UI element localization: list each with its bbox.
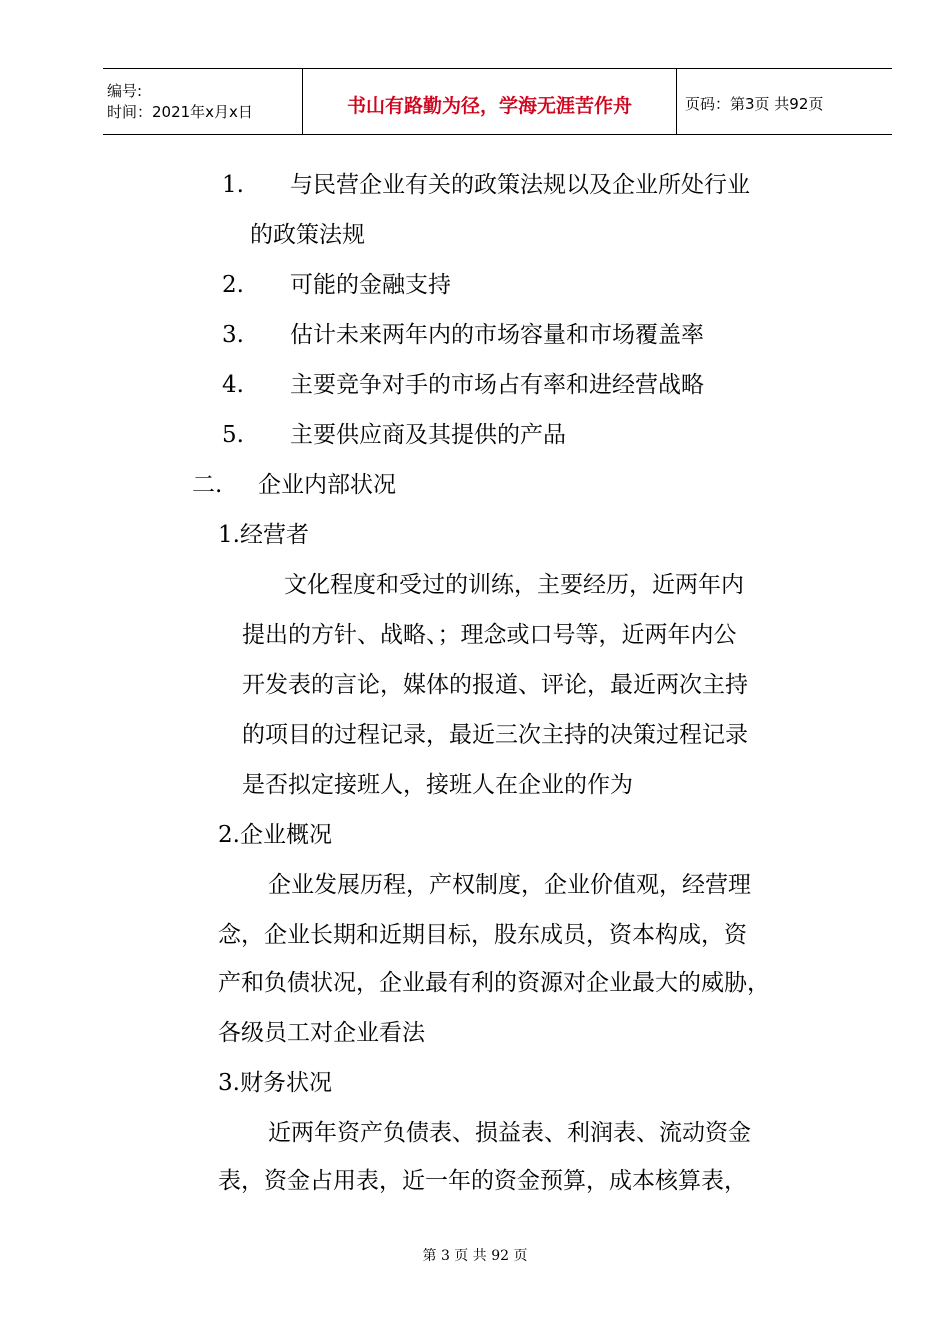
subsection-heading: 3.财务状况 <box>218 1070 332 1096</box>
list-text: 主要供应商及其提供的产品 <box>290 422 566 448</box>
list-item <box>222 420 566 450</box>
list-number: 3. <box>222 322 244 348</box>
list-text: 可能的金融支持 <box>290 272 451 298</box>
list-item <box>222 370 704 400</box>
header-meta-cell <box>103 69 303 134</box>
list-text: 主要竞争对手的市场占有率和进经营战略 <box>290 372 704 398</box>
paragraph-line: 开发表的言论，媒体的报道、评论，最近两次主持 <box>242 672 748 698</box>
list-number: 2. <box>222 272 244 298</box>
paragraph-line: 企业发展历程，产权制度，企业价值观，经营理 <box>268 872 751 898</box>
list-text: 与民营企业有关的政策法规以及企业所处行业 <box>290 172 750 198</box>
subsection-heading: 2.企业概况 <box>218 822 332 848</box>
list-text: 估计未来两年内的市场容量和市场覆盖率 <box>290 322 704 348</box>
paragraph-line: 近两年资产负债表、损益表、利润表、流动资金 <box>268 1120 751 1146</box>
page-header <box>103 68 892 135</box>
paragraph-line: 提出的方针、战略、；理念或口号等，近两年内公 <box>242 622 737 648</box>
page-footer: 第 3 页 共 92 页 <box>422 1248 528 1264</box>
paragraph-line: 文化程度和受过的训练，主要经历，近两年内 <box>284 572 744 598</box>
subsection-heading: 1.经营者 <box>218 522 309 548</box>
page-code: 页码：第3页 共92页 <box>685 95 824 113</box>
paragraph-line: 念，企业长期和近期目标，股东成员，资本构成，资 <box>218 922 747 948</box>
header-slogan-cell <box>303 69 677 134</box>
section-heading <box>192 470 396 500</box>
time-label: 时间：2021年x月x日 <box>107 102 253 121</box>
paragraph-line: 表，资金占用表，近一年的资金预算，成本核算表， <box>218 1168 747 1194</box>
number-label: 编号: <box>107 81 143 100</box>
paragraph-line: 各级员工对企业看法 <box>218 1020 425 1046</box>
section-number: 二. <box>192 472 223 498</box>
list-item <box>222 170 750 200</box>
list-number: 4. <box>222 372 244 398</box>
list-number: 1. <box>222 172 244 198</box>
paragraph-line: 产和负债状况，企业最有利的资源对企业最大的威胁， <box>218 970 770 996</box>
header-page-cell <box>677 69 892 134</box>
list-item <box>222 320 704 350</box>
list-number: 5. <box>222 422 244 448</box>
paragraph-line: 是否拟定接班人，接班人在企业的作为 <box>242 772 633 798</box>
paragraph-line: 的项目的过程记录，最近三次主持的决策过程记录 <box>242 722 748 748</box>
list-item-continuation: 的政策法规 <box>250 222 365 248</box>
section-title: 企业内部状况 <box>258 472 396 498</box>
slogan-text: 书山有路勤为径，学海无涯苦作舟 <box>346 95 632 117</box>
list-item <box>222 270 451 300</box>
